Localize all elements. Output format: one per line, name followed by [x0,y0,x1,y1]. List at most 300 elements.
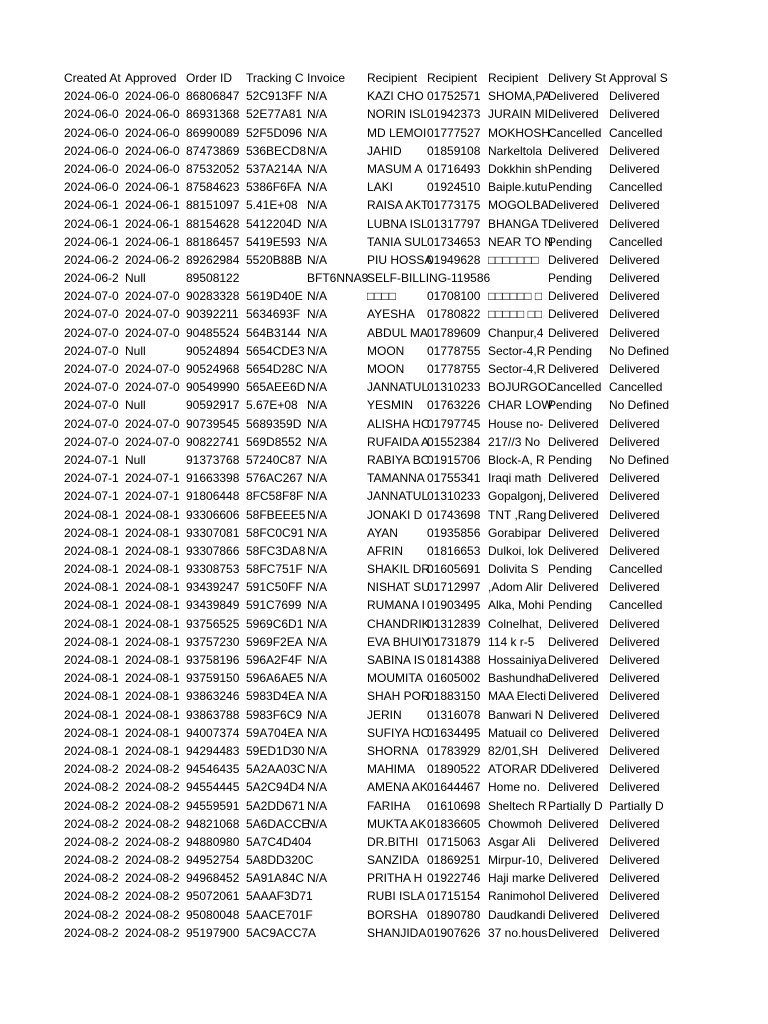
table-cell: AMENA AK [367,780,428,795]
table-row [64,287,671,305]
table-cell: 01715063 [427,834,481,849]
table-cell: 2024-07-1 [64,471,119,486]
table-cell: MOKHOSH [488,125,551,140]
table-cell: Pending [548,271,593,286]
table-row [64,924,671,942]
table-cell: Delivered [548,616,599,631]
table-cell: Delivered [609,289,660,304]
table-cell: 58FC0C91 [246,525,305,540]
table-cell: BORSHA [367,907,418,922]
table-cell: Baiple.kutu [488,180,548,195]
table-cell: 5A2DD671 [246,798,305,813]
table-cell: 01743698 [427,507,481,522]
table-cell: 2024-06-0 [125,125,180,140]
table-cell: N/A [307,416,328,431]
table-cell: 5419E593 [246,234,301,249]
table-cell: 2024-08-2 [125,871,180,886]
table-cell: 5689359D [246,416,302,431]
table-row [64,506,671,524]
table-cell: 01869251 [427,853,481,868]
table-cell: 01317797 [427,216,481,231]
table-cell: No Defined [609,343,670,358]
table-cell: Chanpur,4 [488,325,544,340]
table-cell: JERIN [367,707,402,722]
table-cell: 01797745 [427,416,481,431]
table-cell: 2024-06-0 [125,143,180,158]
table-cell: 2024-06-2 [64,271,119,286]
table-cell: 5386F6FA [246,180,302,195]
table-cell: 2024-06-0 [125,161,180,176]
table-cell: Matuail co [488,725,543,740]
table-cell: 2024-07-0 [64,398,119,413]
table-cell: 2024-08-1 [64,525,119,540]
table-cell: KAZI CHO [367,89,424,104]
table-cell: Haji marke [488,871,546,886]
table-cell: Delivered [609,107,660,122]
table-cell: 01935856 [427,525,481,540]
table-cell: 86806847 [186,89,240,104]
table-cell: 82/01,SH [488,743,539,758]
table-cell: 2024-07-0 [125,325,180,340]
table-cell: 2024-06-0 [64,143,119,158]
table-cell: 94554445 [186,780,240,795]
table-cell: 01778755 [427,362,481,376]
table-cell: 2024-07-1 [125,471,180,486]
table-cell: Pending [548,452,593,467]
table-cell: Delivered [609,816,660,831]
table-cell: 01552384 [427,434,481,449]
table-cell: SELF-BILLING-119586 [367,271,491,286]
table-cell: 114 k r-5 [488,634,535,649]
table-cell: N/A [307,871,328,886]
table-cell: Pending [548,343,593,358]
table-row [64,815,671,833]
table-cell: 94880980 [186,834,240,849]
table-cell: 86990089 [186,125,240,140]
table-cell: Null [125,343,146,358]
table-cell: 2024-08-1 [125,616,180,631]
table-row [64,324,671,342]
table-cell: 2024-08-2 [64,780,119,795]
table-cell: 2024-08-1 [64,743,119,758]
table-row [64,524,671,542]
table-cell: Delivered [609,834,660,849]
table-cell: 88154628 [186,216,240,231]
table-row [64,360,671,378]
table-row [64,633,671,651]
table-cell: 93758196 [186,653,240,667]
table-cell: 5412204D [246,216,302,231]
table-cell: Pending [548,234,593,249]
table-cell: Delivered [609,307,660,322]
column-header: Order ID [186,71,233,85]
table-cell: 01644467 [427,780,481,795]
table-cell: 2024-07-0 [64,325,119,340]
table-cell: Delivered [609,362,660,376]
table-cell: JURAIN MI [488,107,548,122]
table-cell: 2024-08-1 [64,653,119,667]
table-cell: RAISA AKT [367,198,429,213]
table-cell: SUFIYA HC [367,725,430,740]
table-cell: Delivered [548,834,599,849]
column-header: Created At [64,71,121,85]
table-cell: MUKTA AK [367,816,427,831]
table-cell: N/A [307,525,328,540]
table-cell: 2024-07-1 [125,489,180,504]
table-cell: Delivered [548,362,599,376]
table-cell: N/A [307,816,328,831]
table-cell: 5AACE701F [246,907,313,922]
table-cell: 2024-08-2 [64,816,119,831]
table-cell: MAHIMA [367,762,415,777]
table-row [64,742,671,760]
table-cell: 2024-07-0 [125,416,180,431]
table-cell: N/A [307,325,328,340]
table-cell: 90549990 [186,380,240,395]
table-cell: BOJURGOI [488,380,551,395]
table-row [64,451,671,469]
table-cell: Delivered [548,816,599,831]
table-cell: Delivered [548,780,599,795]
table-cell: 5654D28C [246,362,304,376]
table-cell: 2024-06-0 [125,107,180,122]
table-cell: 90524968 [186,362,240,376]
table-cell: TAMANNA [367,471,425,486]
table-cell: N/A [307,489,328,504]
table-cell: 01922746 [427,871,481,886]
table-cell: 2024-08-2 [125,907,180,922]
table-cell: 90592917 [186,398,240,413]
table-cell: N/A [307,634,328,649]
table-row [64,906,671,924]
table-cell: Delivered [609,634,660,649]
table-cell: Delivered [609,580,660,595]
table-cell: SHORNA [367,743,419,758]
table-cell: Delivered [609,707,660,722]
table-cell: 2024-08-2 [64,889,119,904]
table-cell: CHANDRIK [367,616,430,631]
table-cell: 2024-08-2 [64,798,119,813]
table-cell: N/A [307,125,328,140]
table-cell: Delivered [548,580,599,595]
table-cell: Cancelled [548,380,602,395]
table-row [64,396,671,414]
table-cell: 88186457 [186,234,240,249]
table-cell: N/A [307,180,328,195]
table-cell: Null [125,398,146,413]
table-cell: Delivered [609,671,660,686]
table-cell: N/A [307,780,328,795]
table-cell: Delivered [609,525,660,540]
table-cell: 90739545 [186,416,240,431]
table-cell: 2024-08-1 [125,598,180,613]
table-cell: N/A [307,398,328,413]
table-cell: 2024-08-1 [64,616,119,631]
table-cell: 2024-06-1 [125,234,180,249]
table-cell: 91663398 [186,471,240,486]
table-cell: 87473869 [186,143,240,158]
table-cell: 2024-07-1 [64,489,119,504]
table-cell: 2024-08-2 [125,853,180,868]
column-header: Recipient [488,71,539,85]
table-cell: MD LEMOI [367,125,427,140]
table-cell: 2024-06-0 [64,180,119,195]
table-cell: 5634693F [246,307,301,322]
table-row [64,724,671,742]
table-cell: Pending [548,598,593,613]
table-cell: 2024-08-1 [64,725,119,740]
table-cell: Delivered [548,871,599,886]
table-cell: NISHAT SU [367,580,430,595]
table-cell: 2024-08-2 [64,871,119,886]
table-cell: Cancelled [609,234,663,249]
table-cell: 59A704EA [246,725,304,740]
table-cell: 2024-08-1 [64,634,119,649]
table-cell [307,851,367,869]
table-cell: 569D8552 [246,434,302,449]
table-cell: 87584623 [186,180,240,195]
table-cell: □□□□□□ □ [488,289,543,304]
table-cell: 01755341 [427,471,481,486]
table-cell: ATORAR D [488,762,549,777]
table-cell: N/A [307,562,328,577]
table-cell: N/A [307,471,328,486]
table-cell: 93439849 [186,598,240,613]
table-cell: Delivered [609,725,660,740]
table-row [64,305,671,323]
table-cell: 91373768 [186,452,240,467]
table-cell: 01859108 [427,143,481,158]
table-cell: 2024-08-2 [64,834,119,849]
column-header: Invoice [307,71,346,85]
table-cell: 2024-08-1 [125,653,180,667]
table-cell: N/A [307,798,328,813]
table-cell: Delivered [548,416,599,431]
table-cell: 93439247 [186,580,240,595]
table-cell: Delivered [548,252,599,267]
table-cell: 5654CDE3 [246,343,305,358]
table-cell: 2024-08-1 [64,598,119,613]
table-cell: NEAR TO N [488,234,553,249]
table-cell: Delivered [609,252,660,267]
table-cell: Delivered [609,489,660,504]
table-cell: 2024-06-2 [125,252,180,267]
table-row [64,87,671,105]
table-cell: 5A2C94D4 [246,780,305,795]
table-cell: Dolivita S [488,562,539,577]
table-row [64,160,671,178]
table-cell: 2024-08-1 [64,707,119,722]
table-cell: 2024-08-2 [64,925,119,940]
table-cell: N/A [307,107,328,122]
table-cell: 2024-06-1 [64,216,119,231]
table-cell: Delivered [609,325,660,340]
table-cell: 2024-08-2 [125,925,180,940]
table-cell: Partially D [609,798,664,813]
table-cell: Delivered [548,671,599,686]
table-cell: 95080048 [186,907,240,922]
table-row [64,251,671,269]
table-cell: N/A [307,198,328,213]
table-cell: N/A [307,434,328,449]
table-cell: Delivered [609,743,660,758]
table-row [64,651,671,669]
table-row [64,215,671,233]
table-cell: 01605691 [427,562,481,577]
table-cell: SHAH POR [367,689,430,704]
table-cell: 5AC9ACC7A [246,925,317,940]
table-cell: Delivered [548,434,599,449]
table-cell: Delivered [609,434,660,449]
table-cell: 57240C87 [246,452,302,467]
table-cell: Ranimohol [488,889,546,904]
table-cell: No Defined [609,398,670,413]
table-cell: Bashundha [488,671,549,686]
table-cell: □□□□□□□ [488,252,539,267]
table-cell: N/A [307,743,328,758]
table-cell: 2024-08-1 [125,743,180,758]
table-cell: 94559591 [186,798,240,813]
table-cell: Delivered [548,198,599,213]
table-cell: 2024-07-0 [125,307,180,322]
table-cell: 58FBEEE5 [246,507,306,522]
table-row [64,487,671,505]
table-cell [488,269,548,287]
table-cell: ABDUL MA [367,325,428,340]
column-header: Approved [125,71,177,85]
table-cell: BFT6NNA9 [307,271,369,286]
spreadsheet [64,69,671,942]
table-cell: 01610698 [427,798,481,813]
table-cell: 88151097 [186,198,240,213]
table-cell: 2024-07-0 [64,289,119,304]
table-cell: 2024-07-0 [64,362,119,376]
table-cell: 01836605 [427,816,481,831]
table-cell: 01310233 [427,380,481,395]
table-cell: Dulkoi, lok [488,543,544,558]
table-cell: 2024-08-2 [64,762,119,777]
table-row [64,615,671,633]
table-cell: Delivered [609,143,660,158]
table-cell: N/A [307,507,328,522]
table-cell: 58FC3DA8 [246,543,306,558]
table-cell: 01715154 [427,889,481,904]
table-cell: Delivered [609,416,660,431]
table-cell: Pending [548,161,593,176]
table-cell: 01783929 [427,743,481,758]
table-cell: 2024-06-1 [125,198,180,213]
column-header: Recipient [427,71,478,85]
table-cell: Delivered [548,107,599,122]
table-cell: SHANJIDA [367,925,427,940]
table-cell: 565AEE6D [246,380,306,395]
table-cell: 01716493 [427,161,481,176]
table-cell: 2024-08-1 [64,543,119,558]
table-row [64,142,671,160]
table-cell: MOGOLBA [488,198,549,213]
table-row [64,469,671,487]
table-cell: SANZIDA [367,853,420,868]
table-cell: Null [125,452,146,467]
column-header: Tracking C [246,71,304,85]
table-row [64,833,671,851]
table-cell: Delivered [609,161,660,176]
table-cell: 2024-08-2 [64,853,119,868]
table-cell: JANNATUL [367,489,429,504]
table-cell: JAHID [367,143,402,158]
table-cell: 93756525 [186,616,240,631]
table-cell: 01773175 [427,198,481,213]
table-cell: Pending [548,180,593,195]
table-cell [307,906,367,924]
table-cell: 2024-08-2 [125,780,180,795]
table-cell: 5983D4EA [246,689,305,704]
table-row [64,887,671,905]
table-cell: 93759150 [186,671,240,686]
table-row [64,542,671,560]
table-cell: 2024-07-0 [64,434,119,449]
table-cell: 52F5D096 [246,125,303,140]
table-cell: Delivered [609,216,660,231]
table-cell: Home no. [488,780,541,795]
table-cell: YESMIN [367,398,414,413]
table-cell: Delivered [609,780,660,795]
table-cell: 93863788 [186,707,240,722]
table-cell: 5969C6D1 [246,616,304,631]
table-cell: N/A [307,598,328,613]
table-row [64,706,671,724]
table-cell: 2024-08-1 [64,671,119,686]
table-cell: CHAR LOW [488,398,553,413]
table-cell: Sheltech R [488,798,547,813]
table-cell: 8FC58F8F [246,489,304,504]
table-row [64,378,671,396]
table-cell: □□□□□ □□ [488,307,543,322]
table-cell: No Defined [609,452,670,467]
table-cell: 2024-06-0 [64,125,119,140]
table-cell: 5969F2EA [246,634,303,649]
table-cell: 01883150 [427,689,481,704]
table-cell [307,924,367,942]
column-header: Recipient [367,71,418,85]
table-row [64,669,671,687]
table-cell: 86931368 [186,107,240,122]
table-cell: 94007374 [186,725,240,740]
table-cell: 37 no.hous [488,925,548,940]
table-cell: 2024-07-0 [64,307,119,322]
table-row [64,196,671,214]
table-cell: SABINA IS [367,653,426,667]
table-cell: 596A6AE5 [246,671,304,686]
table-cell: 94294483 [186,743,240,758]
table-cell: 52C913FF [246,89,303,104]
table-cell: PIU HOSSA [367,252,433,267]
table-cell: 52E77A81 [246,107,303,122]
table-cell: 2024-08-1 [125,689,180,704]
table-cell: 93307866 [186,543,240,558]
table-cell: 90485524 [186,325,240,340]
table-cell: 2024-06-0 [64,89,119,104]
table-cell: 01915706 [427,452,481,467]
table-cell: Gorabipar [488,525,542,540]
table-cell: 2024-07-0 [64,380,119,395]
table-cell: 2024-08-1 [125,525,180,540]
table-cell: Delivered [548,307,599,322]
table-cell: Cancelled [548,125,602,140]
table-cell: N/A [307,362,328,376]
table-cell: House no- [488,416,544,431]
table-cell: 2024-06-0 [64,161,119,176]
